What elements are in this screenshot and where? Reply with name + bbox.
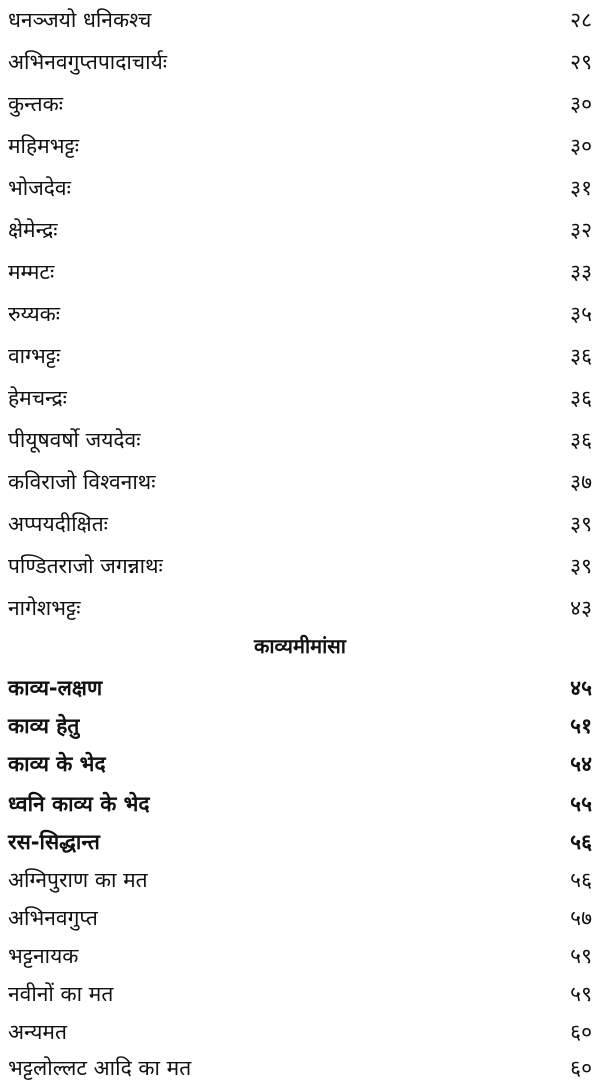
toc-entry-page: ५४ — [570, 752, 592, 776]
toc-entry-title: ध्वनि काव्य के भेद — [8, 792, 150, 816]
toc-entry-title: काव्य के भेद — [8, 752, 106, 776]
toc-entry-page: ३६ — [570, 386, 592, 410]
toc-entry-page: ३९ — [570, 512, 592, 536]
toc-entry-title: वाग्भट्टः — [8, 344, 61, 368]
toc-entry — [8, 590, 592, 626]
toc-entry-title: धनञ्जयो धनिकश्च — [8, 8, 152, 32]
toc-entry-title: कुन्तकः — [8, 92, 63, 116]
toc-entry-title: अग्निपुराण का मत — [8, 868, 148, 892]
toc-entry-title: कविराजो विश्वनाथः — [8, 470, 156, 494]
toc-entry — [8, 422, 592, 458]
toc-entry — [8, 86, 592, 122]
toc-entry — [8, 976, 592, 1012]
toc-entry — [8, 670, 592, 706]
toc-entry-title: मम्मटः — [8, 260, 55, 284]
toc-entry-page: ३० — [570, 134, 592, 158]
toc-entry — [8, 128, 592, 164]
toc-entry-page: ३२ — [570, 218, 592, 242]
toc-entry — [8, 506, 592, 542]
toc-entry — [8, 746, 592, 782]
toc-entry-title: अभिनवगुप्तपादाचार्यः — [8, 50, 167, 74]
toc-entry-title: पण्डितराजो जगन्नाथः — [8, 554, 163, 578]
toc-entry — [8, 212, 592, 248]
toc-entry-page: ३९ — [570, 554, 592, 578]
toc-entry-title: पीयूषवर्षो जयदेवः — [8, 428, 141, 452]
toc-entry-page: ४३ — [570, 596, 592, 620]
toc-entry-page: ३१ — [570, 176, 592, 200]
toc-entry-title: भट्टनायक — [8, 944, 79, 968]
toc-entry-page: ५६ — [570, 830, 592, 854]
toc-entry-title: काव्य-लक्षण — [8, 676, 103, 700]
toc-entry-page: ३६ — [570, 428, 592, 452]
toc-entry-page: ५६ — [570, 868, 592, 892]
toc-entry-title: भोजदेवः — [8, 176, 71, 200]
toc-entry-title: हेमचन्द्रः — [8, 386, 67, 410]
toc-entry-page: ३० — [570, 92, 592, 116]
toc-entry-title: अप्पयदीक्षितः — [8, 512, 108, 536]
toc-entry-page: ३६ — [570, 344, 592, 368]
toc-entry — [8, 938, 592, 974]
toc-entry-title: भट्टलोल्लट आदि का मत — [8, 1056, 192, 1080]
toc-entry-title: महिमभट्टः — [8, 134, 79, 158]
toc-entry-title: रस-सिद्धान्त — [8, 830, 100, 854]
toc-entry — [8, 338, 592, 374]
toc-entry-page: २९ — [570, 50, 592, 74]
toc-entry — [8, 786, 592, 822]
toc-entry-page: ५५ — [570, 792, 592, 816]
toc-entry-page: २८ — [570, 8, 592, 32]
toc-entry-page: ३३ — [570, 260, 592, 284]
toc-entry-title: अन्यमत — [8, 1020, 67, 1044]
toc-entry-title: अभिनवगुप्त — [8, 906, 98, 930]
toc-entry-page: ५७ — [570, 906, 592, 930]
toc-entry-title: नवीनों का मत — [8, 982, 114, 1006]
toc-entry-page: ६० — [570, 1056, 592, 1080]
toc-entry — [8, 862, 592, 898]
toc-entry-title: नागेशभट्टः — [8, 596, 81, 620]
toc-entry — [8, 708, 592, 744]
toc-entry — [8, 548, 592, 584]
toc-entry-page: ५९ — [570, 982, 592, 1006]
toc-entry — [8, 380, 592, 416]
toc-entry-title: क्षेमेन्द्रः — [8, 218, 58, 242]
toc-entry — [8, 296, 592, 332]
toc-entry-page: ६० — [570, 1020, 592, 1044]
toc-entry-page: ३५ — [570, 302, 592, 326]
toc-entry — [8, 2, 592, 38]
toc-entry — [8, 1014, 592, 1050]
toc-entry — [8, 254, 592, 290]
section-heading: काव्यमीमांसा — [254, 634, 346, 658]
toc-entry — [8, 824, 592, 860]
toc-entry-title: रुय्यकः — [8, 302, 60, 326]
toc-entry-page: ५१ — [570, 714, 592, 738]
toc-entry-page: ४५ — [570, 676, 592, 700]
toc-entry — [8, 900, 592, 936]
toc-entry — [8, 464, 592, 500]
toc-entry — [8, 170, 592, 206]
toc-entry-page: ३७ — [570, 470, 592, 494]
toc-entry-title: काव्य हेतु — [8, 714, 80, 738]
toc-entry — [8, 44, 592, 80]
toc-entry-page: ५९ — [570, 944, 592, 968]
toc-entry — [8, 1050, 592, 1086]
